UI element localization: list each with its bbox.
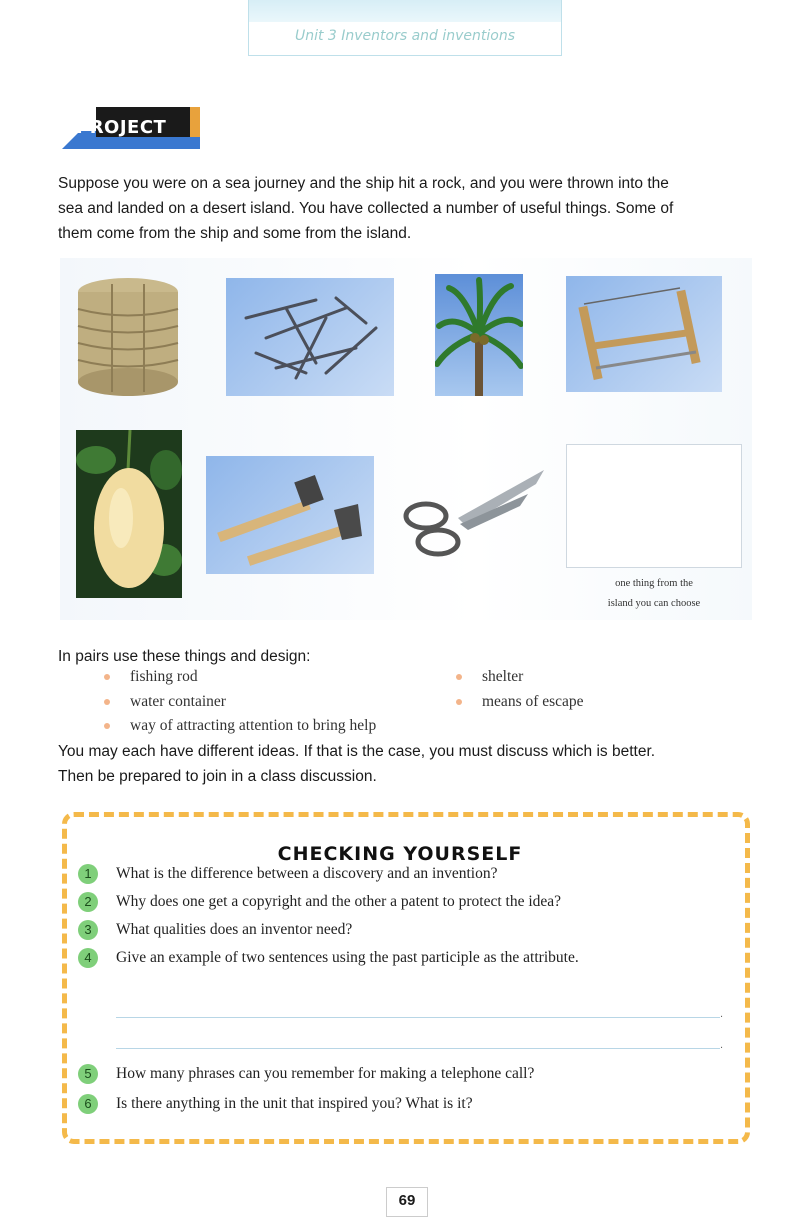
intro-line: them come from the ship and some from the island. — [58, 225, 412, 242]
answer-line-end: . — [720, 1008, 724, 1020]
intro-line: sea and landed on a desert island. You have collected a number of useful things. Some of — [58, 200, 674, 217]
answer-line[interactable] — [116, 1048, 720, 1049]
bullet-dot-icon — [456, 674, 462, 680]
question-number: 4 — [78, 948, 98, 968]
unit-title: Unit 3 Inventors and inventions — [294, 28, 516, 44]
design-item — [104, 668, 404, 690]
design-item-label: fishing rod — [130, 668, 198, 685]
choose-item-placeholder — [566, 444, 742, 568]
question-item — [78, 1094, 728, 1116]
question-text: What is the difference between a discovery and an invention? — [116, 865, 498, 882]
unit-header — [248, 0, 562, 56]
closing-line: You may each have different ideas. If that is the case, you must discuss which is better. — [58, 743, 656, 760]
question-item — [78, 948, 728, 970]
design-item-label: means of escape — [482, 693, 584, 710]
badge-label: PROJECT — [76, 117, 167, 138]
intro-paragraph — [58, 171, 748, 246]
answer-line[interactable] — [116, 1017, 720, 1018]
caption-line: one thing from the — [615, 578, 693, 589]
items-gallery — [60, 258, 752, 620]
bow-saw-image — [566, 276, 722, 392]
question-number: 5 — [78, 1064, 98, 1084]
bullet-dot-icon — [104, 723, 110, 729]
question-text: Why does one get a copyright and the other a patent to protect the idea? — [116, 893, 562, 910]
bullet-dot-icon — [104, 699, 110, 705]
question-text: What qualities does an inventor need? — [116, 921, 353, 938]
bullet-dot-icon — [456, 699, 462, 705]
design-item-label: water container — [130, 693, 226, 710]
page-number: 69 — [386, 1187, 428, 1217]
closing-paragraph — [58, 739, 758, 789]
checking-yourself-title: CHECKING YOURSELF — [277, 843, 523, 865]
nails-image — [226, 278, 394, 396]
question-text: How many phrases can you remember for making a telephone call? — [116, 1065, 535, 1082]
header-wave-decoration — [249, 0, 561, 22]
question-item — [78, 892, 728, 914]
question-number: 1 — [78, 864, 98, 884]
gourd-image — [76, 430, 182, 598]
question-item — [78, 1064, 728, 1086]
palm-tree-image — [435, 274, 523, 396]
question-text: Is there anything in the unit that inspired you? What is it? — [116, 1095, 473, 1112]
scissors-image — [396, 464, 546, 564]
pairs-instruction: In pairs use these things and design: — [58, 648, 311, 665]
intro-line: Suppose you were on a sea journey and the ship hit a rock, and you were thrown into the — [58, 175, 669, 192]
caption-line: island you can choose — [607, 598, 701, 609]
question-number: 3 — [78, 920, 98, 940]
bullet-dot-icon — [104, 674, 110, 680]
design-item-label: way of attracting attention to bring help — [130, 717, 377, 734]
question-item — [78, 864, 728, 886]
design-item-label: shelter — [482, 668, 524, 685]
question-number: 2 — [78, 892, 98, 912]
design-item — [104, 693, 404, 715]
answer-line-end: . — [720, 1039, 724, 1051]
placeholder-caption — [554, 574, 754, 614]
question-item — [78, 920, 728, 942]
design-item — [456, 693, 656, 715]
question-text: Give an example of two sentences using the past participle as the attribute. — [116, 949, 579, 966]
hammer-axe-image — [206, 456, 374, 574]
project-badge — [62, 107, 202, 149]
design-item — [104, 717, 444, 739]
design-item — [456, 668, 656, 690]
question-number: 6 — [78, 1094, 98, 1114]
rope-bundle-image — [72, 274, 184, 398]
closing-line: Then be prepared to join in a class discussion. — [58, 768, 377, 785]
